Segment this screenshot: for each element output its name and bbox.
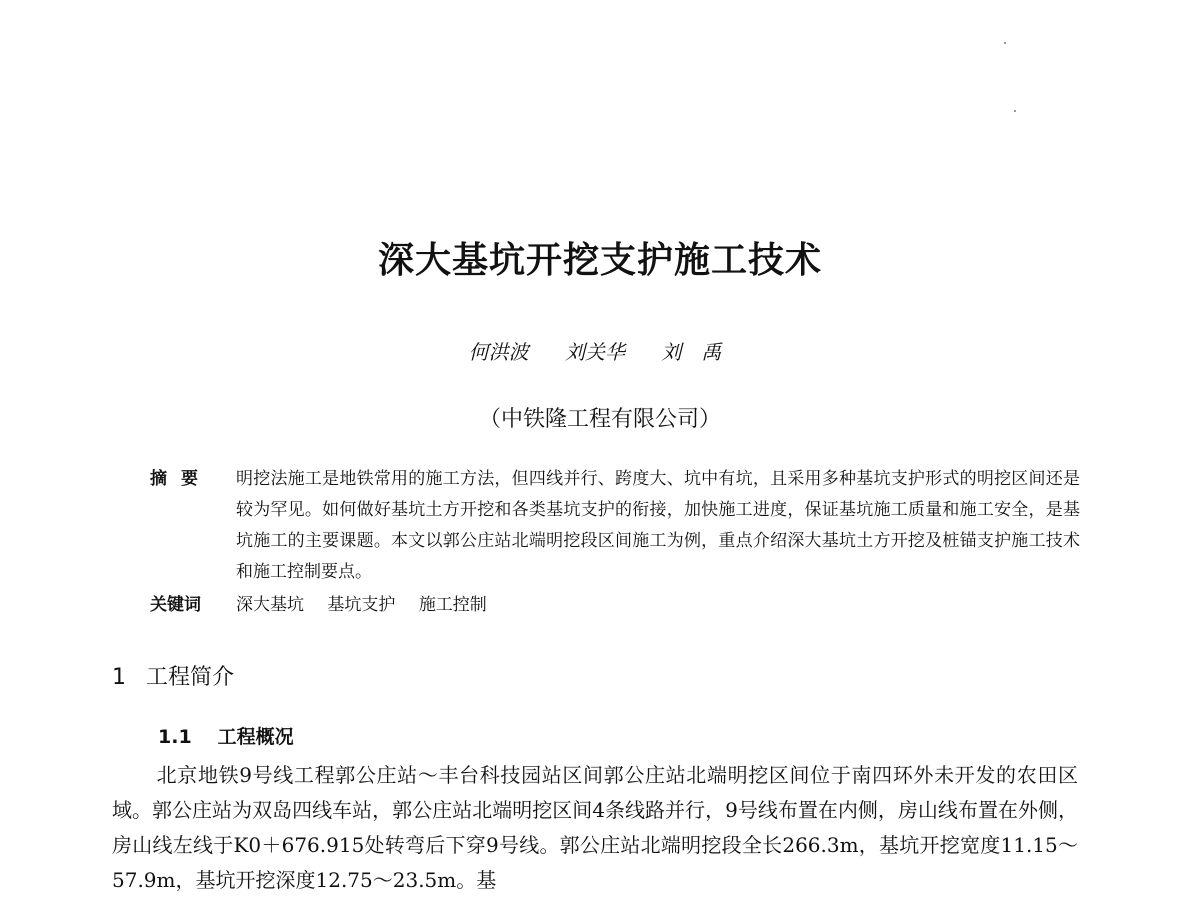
author-name: 刘关华 <box>565 340 625 364</box>
keyword-list <box>236 590 505 621</box>
keyword: 深大基坑 <box>236 595 304 615</box>
section-heading <box>112 660 234 691</box>
abstract-block <box>150 464 1080 621</box>
author-name: 刘 禹 <box>661 340 722 364</box>
author-name: 何洪波 <box>468 340 529 364</box>
body-paragraph <box>112 758 1078 898</box>
abstract <box>150 464 1080 588</box>
section-title: 工程简介 <box>146 665 235 690</box>
keyword: 施工控制 <box>418 595 487 615</box>
subsection-number: 1.1 <box>158 726 192 748</box>
scan-speck <box>1004 42 1006 44</box>
subsection-heading <box>158 722 294 749</box>
body-paragraph-text: 北京地铁9号线工程郭公庄站～丰台科技园站区间郭公庄站北端明挖区间位于南四环外未开发的农田区域。郭公庄站为双岛四线车站，郭公庄站北端明挖区间4条线路并行，9号线布置在内侧，房山线布置在外侧，房山线左线于K0＋676.915处转弯后下穿9号线。郭公庄站北端明挖段全长266.3m，基坑开挖宽度11.15～57.9m，基坑开挖深度12.75～23.5m。基 <box>112 763 1078 892</box>
affiliation: （中铁隆工程有限公司） <box>478 407 721 432</box>
keywords <box>150 590 1080 621</box>
paper-title: 深大基坑开挖支护施工技术 <box>377 240 822 281</box>
section-number: 1 <box>112 665 126 690</box>
author-list <box>0 336 1190 365</box>
scan-speck <box>1014 110 1016 112</box>
abstract-text: 明挖法施工是地铁常用的施工方法，但四线并行、跨度大、坑中有坑，且采用多种基坑支护形式的明挖区间还是较为罕见。如何做好基坑土方开挖和各类基坑支护的衔接，加快施工进度，保证基坑施工质量和施工安全，是基坑施工的主要课题。本文以郭公庄站北端明挖段区间施工为例，重点介绍深大基坑土方开挖及桩锚支护施工技术和施工控制要点。 <box>236 469 1080 582</box>
keywords-label: 关键词 <box>150 595 201 615</box>
abstract-label: 摘要 <box>150 469 212 489</box>
keyword: 基坑支护 <box>327 595 396 615</box>
subsection-title: 工程概况 <box>217 726 294 748</box>
